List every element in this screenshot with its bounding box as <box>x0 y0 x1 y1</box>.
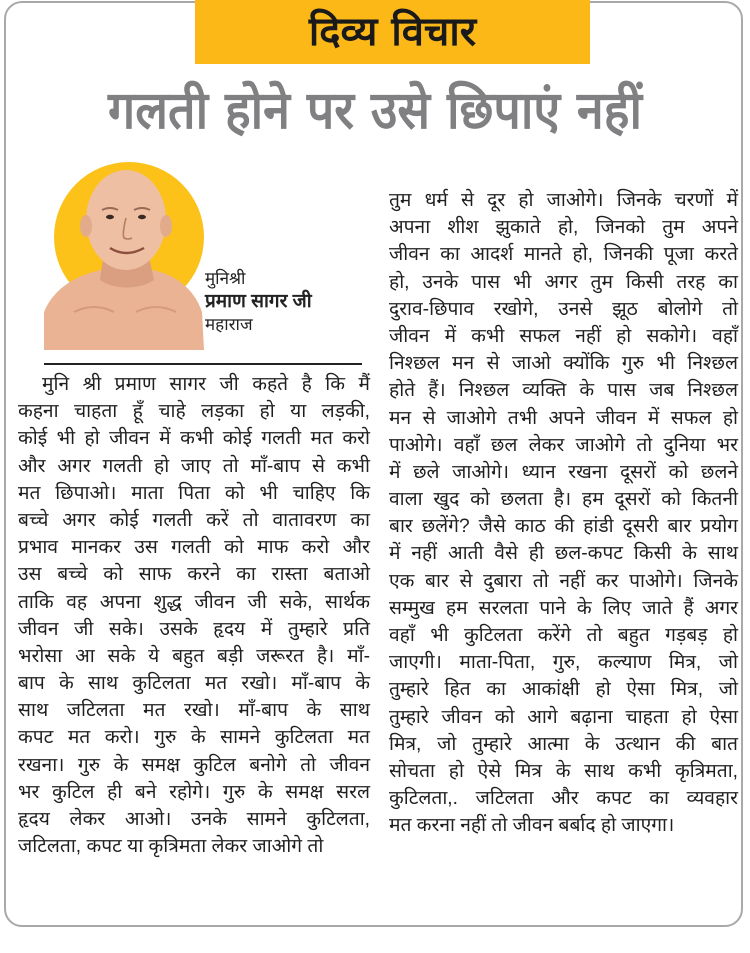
article-text-line: और अगर गलती हो जाए तो माँ-बाप से कभी <box>18 455 370 477</box>
article-text-line: कोई भी हो जीवन में कभी कोई गलती मत करो <box>18 428 370 450</box>
article-text-line: निश्छल मन से जाओ क्योंकि गुरु भी निश्छल <box>389 353 738 375</box>
article-text-line: दुराव-छिपाव रखोगे, उनसे झूठ बोलोगे तो <box>389 298 738 320</box>
article-text-line: जीवन का आदर्श मानते हो, जिनकी पूजा करते <box>389 244 738 266</box>
article-text-line: जटिलता, कपट या कृत्रिमता लेकर जाओगे तो <box>18 836 324 858</box>
article-text-line: तुम धर्म से दूर हो जाओगे। जिनके चरणों में <box>389 190 738 211</box>
author-title: मुनिश्री <box>205 269 246 288</box>
article-text-line: बार छलेंगे? जैसे काठ की हांडी दूसरी बार प्रयोग <box>389 516 738 538</box>
article-column-right <box>389 187 738 840</box>
article-text-line: जीवन में कभी सफल नहीं हो सकोगे। वहाँ <box>389 325 738 347</box>
article-text-line: सम्मुख हम सरलता पाने के लिए जाते हैं अगर <box>389 597 738 619</box>
article-text-line: मन से जाओगे तभी अपने जीवन में सफल हो <box>389 407 738 429</box>
article-text-line: प्रभाव मानकर उस गलती को माफ करो और <box>18 537 370 559</box>
article-text-line: कहना चाहता हूँ चाहे लड़का हो या लड़की, <box>18 401 370 423</box>
article-text-line: हृदय लेकर आओ। उनके सामने कुटिलता, <box>18 809 370 830</box>
article-text-line: कपट मत करो। गुरु के सामने कुटिलता मत <box>18 727 370 749</box>
article-text-line: मत करना नहीं तो जीवन बर्बाद हो जाएगा। <box>389 815 675 837</box>
article-text-line: एक बार से दुबारा तो नहीं कर पाओगे। जिनके <box>389 570 738 592</box>
article-text-line: जीवन जी सके। उसके हृदय में तुम्हारे प्रति <box>18 618 370 640</box>
article-text-line: तुम्हारे जीवन को आगे बढ़ाना चाहता हो ऐसा <box>389 706 738 728</box>
article-text-line: में नहीं आती वैसे ही छल-कपट किसी के साथ <box>389 543 738 565</box>
article-text-line: मत छिपाओ। माता पिता को भी चाहिए कि <box>18 482 370 504</box>
article-text-line: वाला खुद को छलता है। हम दूसरों को कितनी <box>389 489 738 511</box>
article-column-left <box>18 371 370 860</box>
article-text-line: पाओगे। वहाँ छल लेकर जाओगे तो दुनिया भर <box>389 434 738 456</box>
article-text-line: सोचता हो ऐसे मित्र के साथ कभी कृत्रिमता, <box>389 760 738 782</box>
article-text-line: भरोसा आ सके ये बहुत बड़ी जरूरत है। माँ- <box>18 645 370 667</box>
article-text-line: हो, उनके पास भी अगर तुम किसी तरह का <box>389 271 738 293</box>
article-text-line: रखना। गुरु के समक्ष कुटिल बनोगे तो जीवन <box>18 754 370 776</box>
article-text-line: मित्र, जो तुम्हारे आत्मा के उत्थान की बात <box>389 733 738 755</box>
article-text-line: मुनि श्री प्रमाण सागर जी कहते है कि मैं <box>42 374 370 395</box>
article-text-line: जाएगी। माता-पिता, गुरु, कल्याण मित्र, जो <box>389 652 738 674</box>
article-text-line: भर कुटिल ही बने रहोगे। गुरु के समक्ष सरल <box>18 781 370 803</box>
section-banner <box>195 0 590 64</box>
author-portrait <box>44 162 204 350</box>
article-headline: गलती होने पर उसे छिपाएं नहीं <box>108 81 642 141</box>
article-text-line: तुम्हारे हित का आकांक्षी हो ऐसा मित्र, जो <box>389 679 738 701</box>
article-text-line: अपना शीश झुकाते हो, जिनको तुम अपने <box>389 217 738 239</box>
article-text-line: कुटिलता,. जटिलता और कपट का व्यवहार <box>389 788 738 810</box>
article-text-line: साथ जटिलता मत रखो। माँ-बाप के साथ <box>18 700 370 722</box>
author-name: प्रमाण सागर जी <box>205 291 312 312</box>
author-byline <box>205 268 375 336</box>
section-banner-title: दिव्य विचार <box>308 9 477 55</box>
article-text-line: वहाँ भी कुटिलता करेंगे तो बहुत गड़बड़ हो <box>389 625 738 646</box>
byline-divider <box>44 363 362 365</box>
author-suffix: महाराज <box>205 315 253 334</box>
author-photo <box>44 162 204 350</box>
article-text-line: उस बच्चे को साफ करने का रास्ता बताओ <box>18 564 370 586</box>
article-text-line: होते हैं। निश्छल व्यक्ति के पास जब निश्छल <box>389 380 738 402</box>
article-text-line: बाप के साथ कुटिलता मत रखो। माँ-बाप के <box>18 673 370 695</box>
article-text-line: बच्चे अगर कोई गलती करें तो वातावरण का <box>18 509 370 531</box>
article-text-line: में छले जाओगे। ध्यान रखना दूसरों को छलने <box>389 461 738 483</box>
article-text-line: ताकि वह अपना शुद्ध जीवन जी सके, सार्थक <box>18 591 370 613</box>
